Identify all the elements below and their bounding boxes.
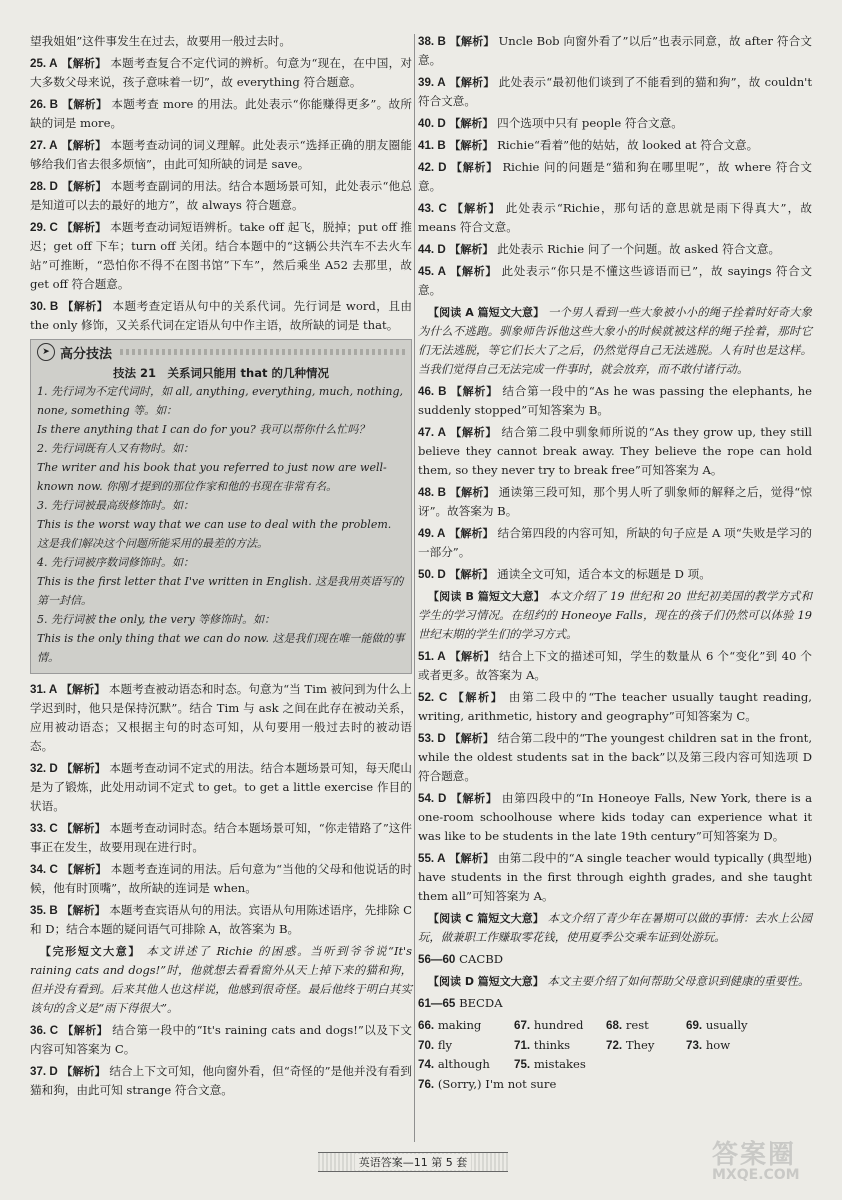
analysis-tag: 【解析】 — [449, 139, 494, 152]
answer-word: how — [705, 1037, 731, 1052]
reading-c-summary — [418, 909, 812, 947]
summary-title: 【阅读 D 篇短文大意】 — [428, 975, 544, 988]
answer-item — [418, 262, 812, 300]
page-footer — [318, 1152, 508, 1172]
item-explanation: 此处表示 Richie 问了一个问题。故 asked 符合文意。 — [497, 242, 781, 256]
answer-item — [30, 218, 412, 294]
tips-decor-bar — [120, 349, 405, 355]
item-number: 49. A — [418, 527, 446, 540]
watermark-url: MXQE.COM — [712, 1167, 800, 1183]
continuation-text: 望我姐姐”这件事发生在过去，故要用一般过去时。 — [30, 34, 291, 48]
item-explanation: 四个选项中只有 people 符合文意。 — [497, 116, 683, 130]
answer-number: 73. — [686, 1038, 703, 1052]
item-explanation: 通读全文可知，适合本文的标题是 D 项。 — [497, 567, 711, 581]
answer-word: fly — [437, 1037, 453, 1052]
item-explanation: 结合上下文可知，他向窗外看，但“奇怪的”是他并没有看到猫和狗，由此可知 strange 符合文意。 — [30, 1064, 413, 1097]
answer-item — [30, 1062, 412, 1100]
answer-item — [30, 297, 412, 335]
arrow-icon: ➤ — [37, 343, 55, 361]
answer-item — [30, 136, 412, 174]
watermark-logo-text: 答案圈 — [712, 1140, 797, 1170]
grid-answer — [418, 1036, 514, 1056]
analysis-tag: 【解析】 — [449, 486, 495, 499]
answer-number: 76. — [418, 1077, 435, 1091]
item-number: 36. C — [30, 1024, 59, 1037]
item-explanation: 本题考查被动语态和时态。句意为“当 Tim 被问到为什么上学迟到时，他只是保持沉默”。结合 Tim 与 ask 之间在此存在被动关系，应用被动语态；又根据主句的时态可知，从句要用一般过去时的被动语态。 — [30, 682, 413, 753]
analysis-tag: 【解析】 — [449, 732, 494, 745]
footer-text: 英语答案—11 第 5 套 — [355, 1154, 472, 1170]
analysis-tag: 【解析】 — [451, 202, 501, 215]
answer-item — [418, 849, 812, 906]
item-explanation: 本题考查动词时态。结合本题场景可知，“你走错路了”这件事正在发生，故要用现在进行时。 — [30, 821, 413, 854]
answer-number: 72. — [606, 1038, 623, 1052]
item-number: 42. D — [418, 161, 447, 174]
item-number: 46. B — [418, 385, 447, 398]
answer-item — [30, 54, 412, 92]
analysis-tag: 【解析】 — [61, 762, 106, 775]
tips-line: The writer and his book that you referred to just now are well-known now. 你刚才提到的那位作家和他的书现在非常有名。 — [37, 461, 387, 493]
item-number: 51. A — [418, 650, 446, 663]
item-number: 28. D — [30, 180, 58, 193]
item-number: 44. D — [418, 243, 446, 256]
item-explanation: 通读第三段可知，那个男人听了驯象师的解释之后，觉得“惊讶”。故答案为 B。 — [418, 485, 813, 518]
analysis-tag: 【解析】 — [61, 1065, 106, 1078]
tips-header — [37, 340, 405, 364]
analysis-tag: 【解析】 — [61, 57, 107, 70]
item-number: 39. A — [418, 76, 446, 89]
answers-61-65 — [418, 994, 812, 1013]
analysis-tag: 【解析】 — [450, 426, 498, 439]
item-number: 50. D — [418, 568, 446, 581]
answer-word: making — [437, 1018, 482, 1032]
analysis-tag: 【解析】 — [62, 98, 108, 111]
grid-answer — [606, 1036, 686, 1056]
item-number: 43. C — [418, 202, 447, 215]
answer-number: 70. — [418, 1038, 435, 1052]
item-number: 30. B — [30, 300, 59, 313]
left-column — [30, 32, 412, 1103]
grid-answer — [606, 1016, 686, 1036]
item-number: 32. D — [30, 762, 58, 775]
item-number: 54. D — [418, 792, 447, 805]
answer-item — [418, 483, 812, 521]
item-number: 25. A — [30, 57, 58, 70]
answer-letters: BECDA — [459, 996, 503, 1010]
item-explanation: 由第二段中的“A single teacher would typically (典型地) have students in the first through eighth grades, and she taught them all”可知答案为 A。 — [418, 851, 812, 903]
answer-item — [30, 680, 412, 756]
reading-d-summary — [418, 972, 812, 991]
answer-word: thinks — [533, 1037, 571, 1052]
tips-line: 1. 先行词为不定代词时，如 all, anything, everything, much, nothing, none, something 等。如： — [37, 385, 404, 417]
answer-item — [418, 565, 812, 584]
item-explanation: 由第四段中的“In Honeoye Falls, New York, there is a one-room schoolhouse where kids today can experience what it was like to be students in the late 19th century”可知答案为 D。 — [418, 791, 813, 843]
answer-item — [30, 759, 412, 816]
analysis-tag: 【解析】 — [450, 792, 498, 805]
analysis-tag: 【解析】 — [452, 691, 504, 704]
answer-item — [418, 647, 812, 685]
left-items2-group — [30, 680, 412, 939]
item-explanation: 结合上下文的描述可知，学生的数量从 6 个“变化”到 40 个或者更多。故答案为 A。 — [418, 649, 813, 682]
analysis-tag: 【解析】 — [61, 139, 107, 152]
grid-answer — [418, 1055, 514, 1075]
summary-text: 本文讲述了 Richie 的困惑。当听到爷爷说“It's raining cats and dogs!”时，他就想去看看窗外从天上掉下来的猫和狗，但并没有看到。后来其他人也这样说，他感到很奇怪。最后他终于明白其实该句的含义是“雨下得很大”。 — [30, 944, 413, 1015]
item-number: 34. C — [30, 863, 58, 876]
grid-answer — [514, 1036, 606, 1056]
answer-number: 74. — [418, 1058, 435, 1071]
tips-heading: 高分技法 — [60, 346, 113, 362]
answer-item — [30, 860, 412, 898]
item-explanation: 此处表示“你只是不懂这些谚语而已”，故 sayings 符合文意。 — [418, 264, 813, 297]
reading-a-summary — [418, 303, 812, 379]
item-number: 27. A — [30, 139, 58, 152]
answer-letters: CACBD — [459, 952, 504, 966]
grid-answer — [418, 1016, 514, 1036]
answer-item — [418, 789, 812, 846]
item-explanation: 本题考查宾语从句的用法。宾语从句用陈述语序，先排除 C 和 D；结合本题的疑问语气可排除 A，故答案为 B。 — [30, 903, 412, 936]
answer-item — [418, 158, 812, 196]
summary-title: 【阅读 C 篇短文大意】 — [428, 912, 544, 925]
summary-text: 本文介绍了青少年在暑期可以做的事情：去水上公园玩，做兼职工作赚取零花钱，使用夏季公交乘车证到处游玩。 — [418, 911, 812, 944]
answer-item — [418, 136, 812, 155]
answer-word: They — [625, 1037, 655, 1052]
answer-number: 69. — [686, 1019, 703, 1032]
answer-number: 68. — [606, 1019, 623, 1032]
answer-item — [418, 524, 812, 562]
left-items-group — [30, 54, 412, 335]
tips-line: 2. 先行词既有人又有物时。如： — [37, 442, 194, 455]
answer-item — [418, 382, 812, 420]
analysis-tag: 【解析】 — [449, 568, 494, 581]
tips-line: This is the first letter that I've written in English. 这是我用英语写的第一封信。 — [37, 575, 404, 607]
answer-item — [418, 729, 812, 786]
item-number: 37. D — [30, 1065, 58, 1078]
answer-word: usually — [705, 1018, 748, 1032]
tips-line: This is the only thing that we can do now. 这是我们现在唯一能做的事情。 — [37, 632, 405, 664]
watermark-logo — [712, 1134, 832, 1190]
item-explanation: 结合第四段的内容可知，所缺的句子应是 A 项“失败是学习的一部分”。 — [418, 526, 813, 559]
analysis-tag: 【解析】 — [450, 265, 498, 278]
summary-title: 【阅读 B 篇短文大意】 — [428, 590, 545, 603]
tips-line: 3. 先行词被最高级修饰时。如： — [37, 499, 194, 512]
tips-lines — [37, 382, 405, 667]
item-number: 45. A — [418, 265, 446, 278]
item-explanation: 结合第一段中的“As he was passing the elephants, he suddenly stopped”可知答案为 B。 — [418, 384, 813, 417]
summary-text: 本文介绍了 19 世纪和 20 世纪初美国的教学方式和学生的学习情况。在纽约的 Honeoye Falls，现在的孩子们仍然可以体验 19 世纪末期的学生们的学习方式。 — [418, 589, 812, 641]
answer-range: 61—65 — [418, 997, 456, 1010]
item-number: 55. A — [418, 852, 446, 865]
answer-item — [418, 199, 812, 237]
analysis-tag: 【解析】 — [449, 852, 495, 865]
answer-item — [30, 177, 412, 215]
summary-title: 【完形短文大意】 — [40, 945, 141, 958]
tips-title: 技法 21 关系词只能用 that 的几种情况 — [113, 366, 329, 380]
tips-line: Is there anything that I can do for you? 我可以帮你什么忙吗？ — [37, 423, 370, 436]
grid-answer — [686, 1016, 782, 1036]
item-number: 35. B — [30, 904, 58, 917]
analysis-tag: 【解析】 — [449, 35, 495, 48]
right-items-group — [418, 32, 812, 300]
item-number: 52. C — [418, 691, 448, 704]
answer-item — [418, 73, 812, 111]
answer-number: 66. — [418, 1019, 435, 1032]
answer-text: (Sorry,) I'm not sure — [437, 1076, 557, 1091]
analysis-tag: 【解析】 — [61, 822, 106, 835]
analysis-tag: 【解析】 — [449, 243, 494, 256]
analysis-tag: 【解析】 — [61, 904, 106, 917]
analysis-tag: 【解析】 — [449, 527, 494, 540]
tips-line: 5. 先行词被 the only, the very 等修饰时。如： — [37, 613, 276, 626]
grid-answer — [514, 1055, 606, 1075]
item-explanation: 本题考查连词的用法。后句意为“当他的父母和他说话的时候，他有时顶嘴”，故所缺的连词是 when。 — [30, 862, 413, 895]
reading-b-items — [418, 647, 812, 906]
item-explanation: 本题考查动词短语辨析。take off 起飞，脱掉；put off 推迟；get off 下车；turn off 关闭。结合本题中的“这辆公共汽车不去火车站”可推断，“恐怕你不得不在图书馆”下车”，然后乘坐 A52 去那里，故 get off 符合题意。 — [30, 220, 413, 291]
analysis-tag: 【解析】 — [61, 683, 106, 696]
item-number: 26. B — [30, 98, 59, 111]
item-explanation: 本题考查 more 的用法。此处表示“你能赚得更多”。故所缺的词是 more。 — [30, 97, 413, 130]
answer-word: mistakes — [533, 1057, 586, 1071]
item-number: 48. B — [418, 486, 446, 499]
tips-box — [30, 339, 412, 674]
summary-title: 【阅读 A 篇短文大意】 — [428, 306, 545, 319]
answers-56-60 — [418, 950, 812, 969]
answer-item — [418, 688, 812, 726]
item-number: 47. A — [418, 426, 446, 439]
analysis-tag: 【解析】 — [62, 300, 109, 313]
answer-grid — [418, 1016, 812, 1075]
item-explanation: 本题考查动词的词义理解。此处表示“选择正确的朋友圈能够给我们省去很多烦恼”，由此可知所缺的词是 save。 — [30, 138, 413, 171]
item-explanation: 结合第一段中的“It's raining cats and dogs!”以及下文内容可知答案为 C。 — [30, 1023, 413, 1056]
reading-b-summary — [418, 587, 812, 644]
item-explanation: Richie 问的问题是“猫和狗在哪里呢”，故 where 符合文意。 — [418, 160, 813, 193]
answer-item — [418, 114, 812, 133]
item-explanation: 本题考查复合不定代词的辨析。句意为“现在，在中国，对大多数父母来说，孩子意味着一切”，故 everything 符合题意。 — [30, 56, 413, 89]
column-divider — [414, 34, 415, 1142]
item-number: 40. D — [418, 117, 446, 130]
item-number: 41. B — [418, 139, 446, 152]
answer-number: 75. — [514, 1058, 531, 1071]
item-explanation: 本题考查定语从句中的关系代词。先行词是 word，且由 the only 修饰，又关系代词在定语从句中作主语，故所缺的词是 that。 — [30, 299, 413, 332]
tips-line: 4. 先行词被序数词修饰时。如： — [37, 556, 194, 569]
item-number: 38. B — [418, 35, 446, 48]
analysis-tag: 【解析】 — [449, 76, 495, 89]
answer-76 — [418, 1075, 812, 1094]
item-number: 33. C — [30, 822, 58, 835]
item-explanation: 本题考查动词不定式的用法。结合本题场景可知，每天爬山是为了锻炼，此处用动词不定式 to get。to get a little exercise 作目的状语。 — [30, 761, 412, 813]
analysis-tag: 【解析】 — [449, 650, 496, 663]
answer-item — [418, 240, 812, 259]
summary-text: 一个男人看到一些大象被小小的绳子拴着时好奇大象为什么不逃跑。驯象师告诉他这些大象小的时候就被这样的绳子拴着，那时它们无法逃脱，等它们长大了之后，仍然觉得自己无法逃脱。人有时也是这样。当我们觉得自己无法完成一件事时，就会放弃，而不敢付诸行动。 — [418, 305, 812, 376]
analysis-tag: 【解析】 — [450, 161, 498, 174]
cloze-summary — [30, 942, 412, 1018]
analysis-tag: 【解析】 — [450, 385, 498, 398]
answer-item — [30, 819, 412, 857]
summary-text: 本文主要介绍了如何帮助父母意识到健康的重要性。 — [547, 974, 810, 988]
answer-item — [30, 901, 412, 939]
item-explanation: 结合第二段中的“The youngest children sat in the front, while the oldest students sat in the back”以及第三段内容可知选项 D 符合题意。 — [418, 731, 813, 783]
item-explanation: Richie“看着”他的姑姑，故 looked at 符合文意。 — [497, 138, 759, 152]
answer-word: rest — [625, 1018, 649, 1032]
analysis-tag: 【解析】 — [61, 221, 107, 234]
item-explanation: 此处表示“最初他们谈到了不能看到的猫和狗”，故 couldn't 符合文意。 — [418, 75, 813, 108]
right-column — [418, 32, 812, 1097]
answer-item — [30, 95, 412, 133]
answer-item — [418, 32, 812, 70]
analysis-tag: 【解析】 — [62, 1024, 109, 1037]
item-number: 29. C — [30, 221, 58, 234]
answer-word: hundred — [533, 1018, 584, 1032]
analysis-tag: 【解析】 — [449, 117, 494, 130]
analysis-tag: 【解析】 — [61, 180, 107, 193]
item-explanation: 由第二段中的“The teacher usually taught reading, writing, arithmetic, history and geography”可知答案为 C。 — [418, 690, 812, 723]
analysis-tag: 【解析】 — [61, 863, 107, 876]
left-items3-group — [30, 1021, 412, 1100]
item-explanation: 结合第二段中驯象师所说的“As they grow up, they still believe they cannot break away. They believe the rope can hold them, so they never try to break free”可知答案为 A。 — [418, 425, 813, 477]
item-explanation: 本题考查副词的用法。结合本题场景可知，此处表示“他总是知道可以去的最好的地方”，故 always 符合题意。 — [30, 179, 413, 212]
grid-answer — [514, 1016, 606, 1036]
answer-number: 67. — [514, 1019, 531, 1032]
item-number: 53. D — [418, 732, 446, 745]
item-number: 31. A — [30, 683, 58, 696]
answer-item — [418, 423, 812, 480]
tips-line: This is the worst way that we can use to deal with the problem. 这是我们解决这个问题所能采用的最差的方法。 — [37, 518, 392, 550]
answer-range: 56—60 — [418, 953, 456, 966]
answer-number: 71. — [514, 1038, 531, 1052]
answer-item — [30, 1021, 412, 1059]
reading-a-items — [418, 382, 812, 584]
grid-answer — [686, 1036, 782, 1056]
item-explanation: Uncle Bob 向窗外看了”以后”也表示同意，故 after 符合文意。 — [418, 34, 813, 67]
answer-word: although — [437, 1057, 490, 1071]
item-explanation: 此处表示“Richie，那句话的意思就是雨下得真大”，故 means 符合文意。 — [418, 201, 813, 234]
